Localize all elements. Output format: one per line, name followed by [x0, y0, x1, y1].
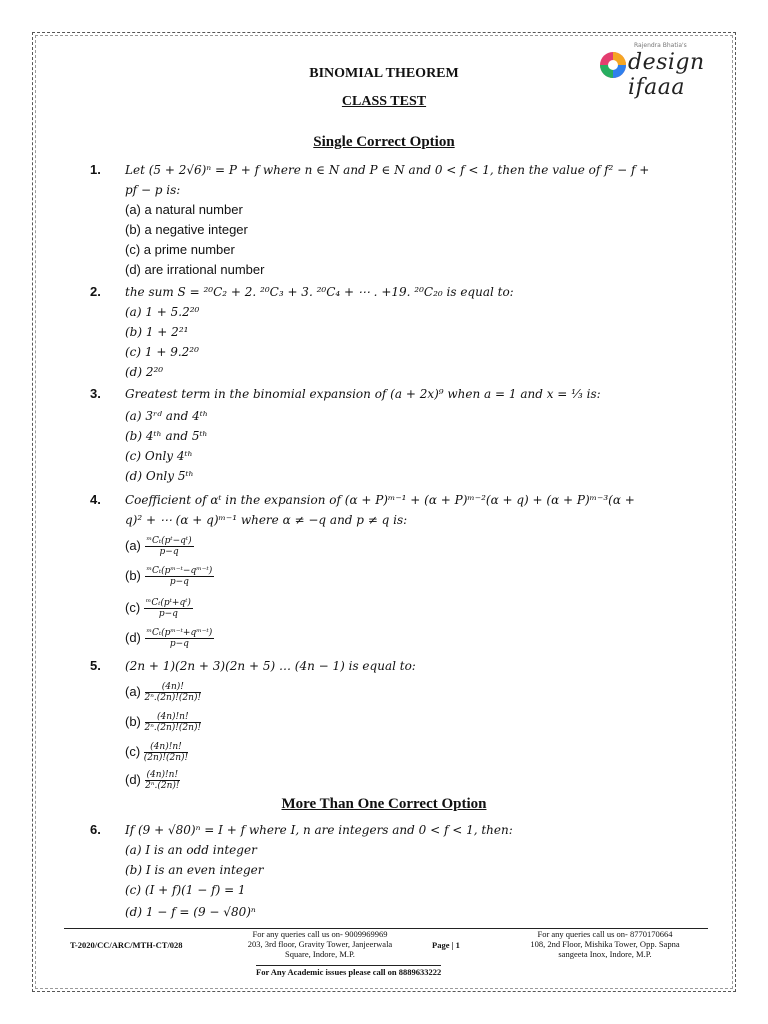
option: (b) I is an even integer [125, 863, 264, 877]
question-number: 6. [90, 822, 101, 837]
option: (a) $\frac{(4n)!}{\text{2ⁿ.(2n)!(2n)!}}$ [125, 682, 202, 703]
option: (a) I is an odd integer [125, 843, 257, 857]
question-text: pf − p is: [125, 183, 181, 197]
option: (b) $\frac{(4n)!n!}{\text{2ⁿ.(2n)!(2n)!}}$ [125, 712, 202, 733]
fraction: $\frac{\text{ᵐCₜ(pᵗ+qᵗ)}}{p-q}$ [145, 598, 191, 619]
question-number: 4. [90, 492, 101, 507]
question-text: (2n + 1)(2n + 3)(2n + 5) … (4n − 1) is equal to: [125, 659, 416, 673]
academic-helpline: For Any Academic issues please call on 8889633222 [256, 967, 442, 977]
fraction: $\frac{\text{ᵐCₜ(pᵐ⁻ᵗ+qᵐ⁻ᵗ)}}{p-q}$ [146, 628, 213, 649]
question-text: Greatest term in the binomial expansion of (a + 2x)⁹ when a = 1 and x = ⅓ is: [125, 387, 601, 401]
fraction: $\frac{(4n)!n!}{\text{2ⁿ.(2n)!}}$ [145, 770, 180, 791]
option: (d) 2²⁰ [125, 365, 164, 379]
option: (d) $\frac{\text{ᵐCₜ(pᵐ⁻ᵗ+qᵐ⁻ᵗ)}}{p-q}$ [125, 628, 213, 649]
option: (c) Only 4ᵗʰ [125, 449, 193, 463]
option: (a) a natural number [125, 202, 243, 217]
option: (b) $\frac{\text{ᵐCₜ(pᵐ⁻ᵗ−qᵐ⁻ᵗ)}}{p-q}$ [125, 566, 213, 587]
logo-tagline: Rajendra Bhatia's [634, 42, 687, 49]
question-text: If (9 + √80)ⁿ = I + f where I, n are integers and 0 < f < 1, then: [125, 823, 513, 837]
section-heading-multi: More Than One Correct Option [281, 796, 487, 812]
section-heading-single: Single Correct Option [313, 134, 455, 150]
option: (c) a prime number [125, 242, 235, 257]
fraction: $\frac{\text{ᵐCₜ(pᵐ⁻ᵗ−qᵐ⁻ᵗ)}}{p-q}$ [146, 566, 213, 587]
option: (d) 1 − f = (9 − √80)ⁿ [125, 905, 256, 919]
footer-contact-right: For any queries call us on- 8770170664 108, 2nd Floor, Mishika Tower, Opp. Sapna sangeeta Inox, Indore, M.P. [530, 929, 680, 959]
question-number: 1. [90, 162, 101, 177]
option: (a) $\frac{\text{ᵐCₜ(pᵗ−qᵗ)}}{p-q}$ [125, 536, 192, 557]
question-text: the sum S = ²⁰C₂ + 2. ²⁰C₃ + 3. ²⁰C₄ + ⋯ . +19. ²⁰C₂₀ is equal to: [125, 285, 514, 299]
page-subtitle: CLASS TEST [341, 94, 427, 109]
option: (b) 1 + 2²¹ [125, 325, 189, 339]
page-title: BINOMIAL THEOREM [309, 66, 459, 81]
question-number: 5. [90, 658, 101, 673]
question-number: 3. [90, 386, 101, 401]
option: (c) (I + f)(1 − f) = 1 [125, 883, 246, 897]
fraction: $\frac{(4n)!n!}{(2n)!(2n)!}$ [143, 742, 189, 763]
logo-wordmark: design ifaaa [628, 50, 705, 100]
page-number: Page | 1 [432, 940, 460, 950]
fraction: $\frac{(4n)!n!}{\text{2ⁿ.(2n)!(2n)!}}$ [144, 712, 202, 733]
question-text: Let (5 + 2√6)ⁿ = P + f where n ∈ N and P ∈ N and 0 < f < 1, then the value of f² − f + [125, 163, 650, 177]
option: (d) Only 5ᵗʰ [125, 469, 194, 483]
option: (c) $\frac{(4n)!n!}{(2n)!(2n)!}$ [125, 742, 189, 763]
question-text: Coefficient of αᵗ in the expansion of (α + P)ᵐ⁻¹ + (α + P)ᵐ⁻²(α + q) + (α + P)ᵐ⁻³(α + [125, 493, 635, 507]
option: (a) 3ʳᵈ and 4ᵗʰ [125, 409, 208, 423]
option: (b) a negative integer [125, 222, 248, 237]
option: (a) 1 + 5.2²⁰ [125, 305, 200, 319]
footer-contact-center: For any queries call us on- 9009969969 203, 3rd floor, Gravity Tower, Janjeerwala Square, Indore, M.P. [247, 929, 393, 959]
option: (b) 4ᵗʰ and 5ᵗʰ [125, 429, 208, 443]
document-code: T-2020/CC/ARC/MTH-CT/028 [70, 940, 183, 950]
option: (d) $\frac{(4n)!n!}{\text{2ⁿ.(2n)!}}$ [125, 770, 180, 791]
option: (c) $\frac{\text{ᵐCₜ(pᵗ+qᵗ)}}{p-q}$ [125, 598, 191, 619]
option: (c) 1 + 9.2²⁰ [125, 345, 199, 359]
option: (d) are irrational number [125, 262, 265, 277]
question-number: 2. [90, 284, 101, 299]
question-text: q)² + ⋯ (α + q)ᵐ⁻¹ where α ≠ −q and p ≠ q is: [125, 513, 408, 527]
fraction: $\frac{(4n)!}{\text{2ⁿ.(2n)!(2n)!}}$ [144, 682, 202, 703]
fraction: $\frac{\text{ᵐCₜ(pᵗ−qᵗ)}}{p-q}$ [146, 536, 192, 557]
